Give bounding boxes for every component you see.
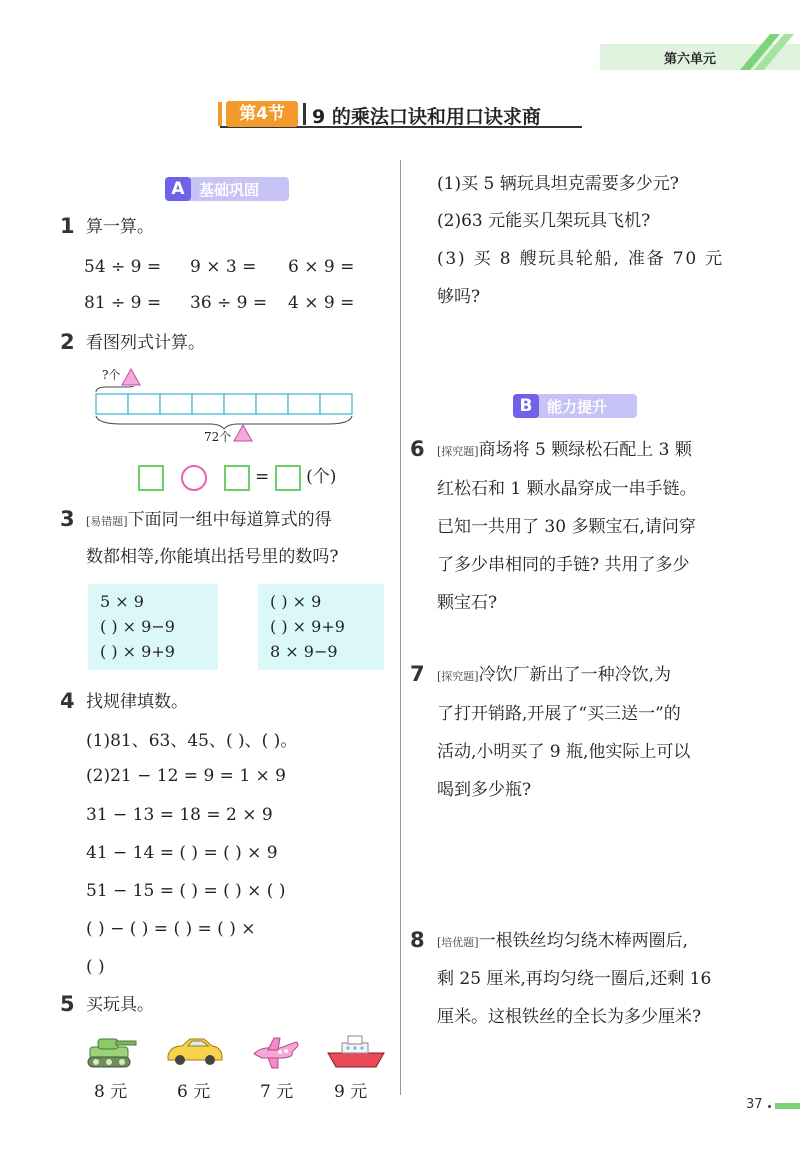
q6-line: 了多少串相同的手链? 共用了多少 xyxy=(437,555,690,575)
q8-number: 8 xyxy=(410,928,425,952)
q4-number: 4 xyxy=(60,689,75,713)
triangle-icon xyxy=(121,368,141,386)
q6-line: 红松石和 1 颗水晶穿成一串手链。 xyxy=(437,479,697,499)
page-number-dot xyxy=(768,1105,771,1108)
q6-line1 xyxy=(437,436,692,466)
q4-line: ( ) xyxy=(86,957,105,977)
q3-group-2 xyxy=(258,584,384,670)
plane-icon xyxy=(250,1036,302,1070)
operator-circle[interactable] xyxy=(181,465,207,491)
q1-item: 36 ÷ 9 = xyxy=(190,293,268,313)
q2-text: 看图列式计算。 xyxy=(86,333,205,353)
q2-number: 2 xyxy=(60,330,75,354)
toy-price: 7 元 xyxy=(260,1082,294,1102)
q2-unit: (个) xyxy=(306,467,337,487)
toy-price: 9 元 xyxy=(334,1082,368,1102)
q8-line: 剩 25 厘米,再均匀绕一圈后,还剩 16 xyxy=(437,969,712,989)
q8-line: 厘米。这根铁丝的全长为多少厘米? xyxy=(437,1007,702,1027)
part-a-letter: A xyxy=(165,177,191,201)
q3-expr: ( ) × 9−9 xyxy=(100,617,175,636)
toy-price: 8 元 xyxy=(94,1082,128,1102)
q3-line1 xyxy=(86,506,332,536)
part-b-label: 能力提升 xyxy=(547,398,608,416)
equals-sign: = xyxy=(255,467,275,487)
q8-text: 一根铁丝均匀绕木棒两圈后, xyxy=(478,931,688,951)
q5-sub: (3) 买 8 艘玩具轮船, 准备 70 元 xyxy=(437,249,724,269)
q8-tag: [培优题] xyxy=(437,936,479,949)
q7-line: 喝到多少瓶? xyxy=(437,780,532,800)
q4-line: (1)81、63、45、( )、( )。 xyxy=(86,731,298,751)
ship-icon xyxy=(326,1033,386,1069)
q3-text: 下面同一组中每道算式的得 xyxy=(127,510,332,530)
q1-item: 4 × 9 = xyxy=(288,293,355,313)
q3-expr: ( ) × 9 xyxy=(270,592,322,611)
q4-text: 找规律填数。 xyxy=(86,692,188,712)
section-badge: 第4节 xyxy=(226,101,298,127)
answer-box[interactable] xyxy=(224,465,250,491)
answer-box[interactable] xyxy=(138,465,164,491)
q5-text: 买玩具。 xyxy=(86,995,154,1015)
q5-sub: 够吗? xyxy=(437,287,481,307)
q3-line2: 数都相等,你能填出括号里的数吗? xyxy=(86,547,339,567)
part-a-label: 基础巩固 xyxy=(199,181,260,199)
q3-expr: 8 × 9−9 xyxy=(270,642,338,661)
q6-number: 6 xyxy=(410,437,425,461)
q3-expr: ( ) × 9+9 xyxy=(100,642,175,661)
q4-line: ( ) − ( ) = ( ) = ( ) × xyxy=(86,919,256,939)
q1-item: 81 ÷ 9 = xyxy=(84,293,162,313)
toy-price: 6 元 xyxy=(177,1082,211,1102)
q5-number: 5 xyxy=(60,992,75,1016)
q3-tag: [易错题] xyxy=(86,515,128,528)
q7-line: 活动,小明买了 9 瓶,他实际上可以 xyxy=(437,742,691,762)
footer-bar xyxy=(775,1103,800,1109)
q4-line: 51 − 15 = ( ) = ( ) × ( ) xyxy=(86,881,286,901)
q2-answer-row xyxy=(138,463,336,491)
q4-line: (2)21 − 12 = 9 = 1 × 9 xyxy=(86,766,286,786)
tank-icon xyxy=(84,1033,138,1069)
page-number: 37 xyxy=(746,1097,763,1112)
q1-item: 9 × 3 = xyxy=(190,257,257,277)
q3-expr: ( ) × 9+9 xyxy=(270,617,345,636)
q7-text: 冷饮厂新出了一种冷饮,为 xyxy=(478,665,671,685)
q1-item: 6 × 9 = xyxy=(288,257,355,277)
q3-expr: 5 × 9 xyxy=(100,592,144,611)
q5-sub: (2)63 元能买几架玩具飞机? xyxy=(437,211,651,231)
q8-line1 xyxy=(437,927,688,957)
q2-top-label: ?个 xyxy=(102,368,121,382)
q1-number: 1 xyxy=(60,214,75,238)
segment-diagram xyxy=(92,386,358,430)
q6-text: 商场将 5 颗绿松石配上 3 颗 xyxy=(478,440,692,460)
answer-box[interactable] xyxy=(275,465,301,491)
part-a-badge xyxy=(165,177,289,201)
q6-line: 颗宝石? xyxy=(437,593,498,613)
title-left-bar xyxy=(218,102,222,126)
title-divider xyxy=(303,103,306,125)
column-divider xyxy=(400,160,401,1095)
q7-line: 了打开销路,开展了“买三送一”的 xyxy=(437,704,681,724)
q4-line: 41 − 14 = ( ) = ( ) × 9 xyxy=(86,843,278,863)
car-icon xyxy=(164,1036,224,1068)
q6-tag: [探究题] xyxy=(437,445,479,458)
unit-label: 第六单元 xyxy=(664,52,717,67)
q6-line: 已知一共用了 30 多颗宝石,请问穿 xyxy=(437,517,696,537)
page-title: 9 的乘法口诀和用口诀求商 xyxy=(312,106,541,128)
q1-item: 54 ÷ 9 = xyxy=(84,257,162,277)
q7-tag: [探究题] xyxy=(437,670,479,683)
q3-number: 3 xyxy=(60,507,75,531)
q4-line: 31 − 13 = 18 = 2 × 9 xyxy=(86,805,273,825)
part-b-badge xyxy=(513,394,637,418)
triangle-icon xyxy=(233,424,253,442)
q7-number: 7 xyxy=(410,662,425,686)
header-stripes-icon xyxy=(740,34,800,70)
q5-sub: (1)买 5 辆玩具坦克需要多少元? xyxy=(437,174,679,194)
q2-bottom-label: 72个 xyxy=(204,430,232,444)
part-b-letter: B xyxy=(513,394,539,418)
q1-text: 算一算。 xyxy=(86,217,154,237)
q7-line1 xyxy=(437,661,671,691)
q3-group-1 xyxy=(88,584,218,670)
